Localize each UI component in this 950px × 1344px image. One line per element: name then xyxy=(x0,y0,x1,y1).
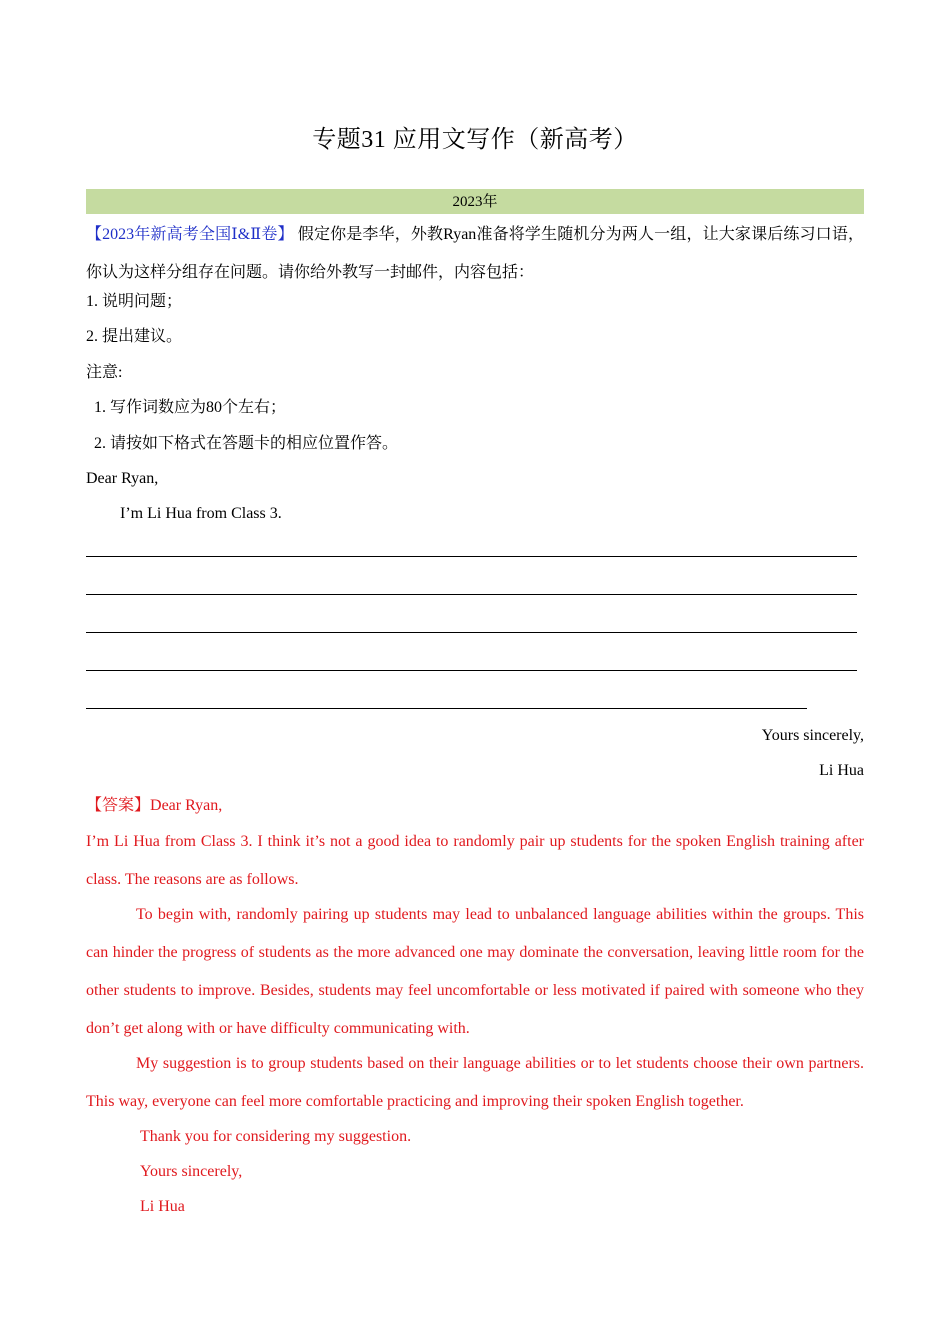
answer-sign-off: Yours sincerely, xyxy=(140,1163,243,1180)
requirement-item-2: 2. 提出建议。 xyxy=(86,328,183,345)
writing-line-5 xyxy=(86,708,807,709)
letter-opening: I’m Li Hua from Class 3. xyxy=(120,505,282,522)
note-label: 注意: xyxy=(86,364,123,381)
letter-sign-off: Yours sincerely, xyxy=(761,727,864,744)
question-source-tag: 【2023年新高考全国Ⅰ&Ⅱ卷】 xyxy=(86,226,294,243)
question-prompt-text: 假定你是李华，外教Ryan准备将学生随机分为两人一组，让大家课后练习口语，你认为这样分组存在问题。请你给外教写一封邮件，内容包括： xyxy=(86,226,864,281)
answer-paragraph-2: To begin with, randomly pairing up students may lead to unbalanced language abilities within the groups. This can hinder the progress of students as the more advanced one may dominate the conversation, leaving little room for the other students to improve. Besides, students may feel uncomfortable or less motivated if paired with someone who they don’t get along with or have difficulty communicating with. xyxy=(86,906,864,1037)
writing-line-1 xyxy=(86,556,857,557)
question-prompt xyxy=(86,216,864,292)
letter-greeting: Dear Ryan, xyxy=(86,470,159,487)
page-title: 专题31 应用文写作（新高考） xyxy=(312,127,638,153)
writing-line-2 xyxy=(86,594,857,595)
writing-line-4 xyxy=(86,670,857,671)
note-item-1: 1. 写作词数应为80个左右； xyxy=(94,399,287,416)
answer-label: 【答案】 xyxy=(86,797,151,814)
answer-thanks: Thank you for considering my suggestion. xyxy=(140,1128,412,1145)
requirement-item-1: 1. 说明问题； xyxy=(86,293,183,310)
letter-signature: Li Hua xyxy=(819,762,864,779)
answer-signature: Li Hua xyxy=(140,1198,185,1215)
answer-paragraph-3: My suggestion is to group students based on their language abilities or to let students choose their own partners. This way, everyone can feel more comfortable practicing and improving their spoken English together. xyxy=(86,1055,864,1110)
note-item-2: 2. 请按如下格式在答题卡的相应位置作答。 xyxy=(94,435,399,452)
year-header-bar: 2023年 xyxy=(86,189,864,214)
writing-line-3 xyxy=(86,632,857,633)
answer-greeting: Dear Ryan, xyxy=(150,797,223,814)
answer-heading xyxy=(86,795,222,817)
answer-paragraph-1: I’m Li Hua from Class 3. I think it’s not a good idea to randomly pair up students for the spoken English training after class. The reasons are as follows. xyxy=(86,833,864,888)
